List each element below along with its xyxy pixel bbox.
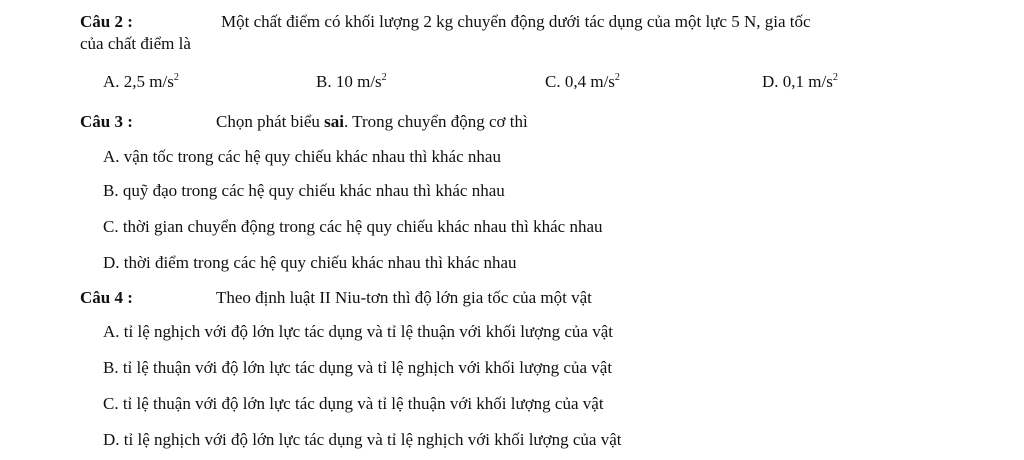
- question-4-option-a: A. tỉ lệ nghịch với độ lớn lực tác dụng và tỉ lệ thuận với khối lượng của vật: [103, 322, 613, 341]
- question-2-label: Câu 2 :: [80, 12, 133, 31]
- question-3-stem: Chọn phát biểu sai. Trong chuyển động cơ thì: [216, 112, 528, 131]
- question-4-option-b: B. tỉ lệ thuận với độ lớn lực tác dụng và tỉ lệ nghịch với khối lượng của vật: [103, 358, 613, 377]
- question-2-option-c: C. 0,4 $m/s^2$: [545, 72, 620, 91]
- question-3-option-a: A. vận tốc trong các hệ quy chiếu khác nhau thì khác nhau: [103, 147, 501, 166]
- question-2-option-b: B. 10 $m/s^2$: [316, 72, 387, 91]
- question-3-option-b: B. quỹ đạo trong các hệ quy chiếu khác nhau thì khác nhau: [103, 181, 505, 200]
- question-2-option-d: D. 0,1 $m/s^2$: [762, 72, 838, 91]
- question-3-option-d: D. thời điểm trong các hệ quy chiếu khác nhau thì khác nhau: [103, 253, 517, 272]
- question-4-option-c: C. tỉ lệ thuận với độ lớn lực tác dụng và tỉ lệ thuận với khối lượng của vật: [103, 394, 604, 413]
- question-2-option-a: A. 2,5 $m/s^2$: [103, 72, 179, 91]
- question-4-stem: Theo định luật II Niu-tơn thì độ lớn gia tốc của một vật: [216, 288, 592, 307]
- question-4-option-d: D. tỉ lệ nghịch với độ lớn lực tác dụng và tỉ lệ nghịch với khối lượng của vật: [103, 430, 622, 449]
- question-3-label: Câu 3 :: [80, 112, 133, 131]
- question-3-option-c: C. thời gian chuyển động trong các hệ quy chiếu khác nhau thì khác nhau: [103, 217, 603, 236]
- question-3-emphasis: sai: [324, 112, 344, 131]
- question-4-label: Câu 4 :: [80, 288, 133, 307]
- question-2-stem: Một chất điểm có khối lượng 2 kg chuyển động dưới tác dụng của một lực 5 N, gia tốc: [221, 12, 811, 31]
- question-2-stem-continued: của chất điểm là: [80, 34, 191, 53]
